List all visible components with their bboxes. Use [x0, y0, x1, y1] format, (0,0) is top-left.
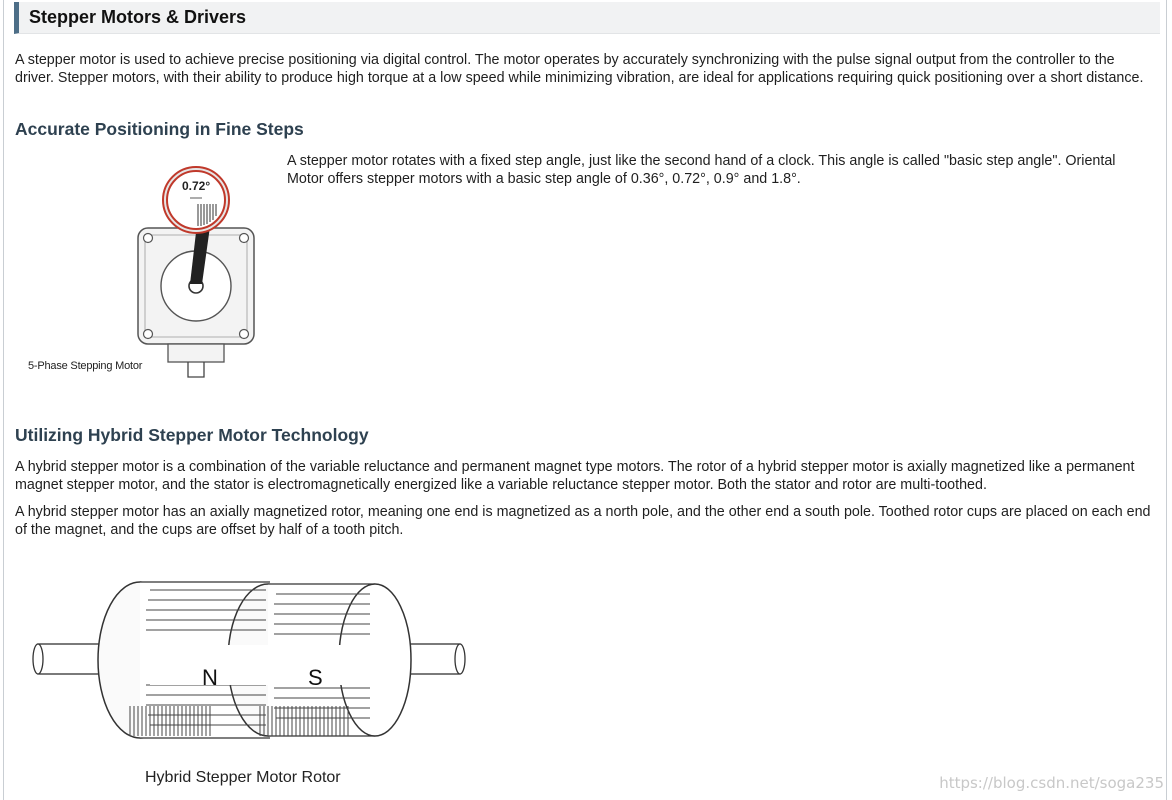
- step-angle-label: 0.72°: [182, 179, 211, 193]
- section-heading-hybrid: Utilizing Hybrid Stepper Motor Technology: [15, 425, 369, 445]
- section-heading-accurate-positioning: Accurate Positioning in Fine Steps: [15, 119, 304, 139]
- hybrid-paragraph-2: A hybrid stepper motor has an axially magnetized rotor, meaning one end is magnetized as a north pole, and the other end a south pole. Toothed rotor cups are placed on each end of the magnet, and the cups are offset by half of a tooth pitch.: [15, 504, 1151, 538]
- intro-paragraph: A stepper motor is used to achieve precise positioning via digital control. The motor operates by accurately synchronizing with the pulse signal output from the controller to the driver. Stepper motors, with their ability to produce high torque at a low speed while minimizing vibration, are ideal for applications requiring quick positioning over a short distance.: [15, 52, 1144, 86]
- section-title-bar: [14, 2, 1160, 34]
- step-angle-paragraph: A stepper motor rotates with a fixed step angle, just like the second hand of a clock. This angle is called "basic step angle". Oriental Motor offers stepper motors with a basic step angle of 0.36°, 0.72°, 0.9° and 1.8°.: [287, 153, 1116, 187]
- hybrid-paragraph-1: A hybrid stepper motor is a combination of the variable reluctance and permanent magnet type motors. The rotor of a hybrid stepper motor is axially magnetized like a permanent magnet stepper motor, and the stator is electromagnetically energized like a variable reluctance stepper motor. Both the stator and rotor are multi-toothed.: [15, 459, 1135, 493]
- north-pole-label: N: [202, 665, 218, 690]
- stepping-motor-caption: 5-Phase Stepping Motor: [28, 360, 143, 372]
- hybrid-rotor-diagram: [30, 570, 470, 750]
- south-pole-label: S: [308, 665, 323, 690]
- hybrid-rotor-caption: Hybrid Stepper Motor Rotor: [145, 769, 341, 786]
- watermark: https://blog.csdn.net/soga235: [939, 774, 1164, 792]
- page-title: Stepper Motors & Drivers: [29, 7, 247, 27]
- stepping-motor-diagram: [130, 160, 265, 385]
